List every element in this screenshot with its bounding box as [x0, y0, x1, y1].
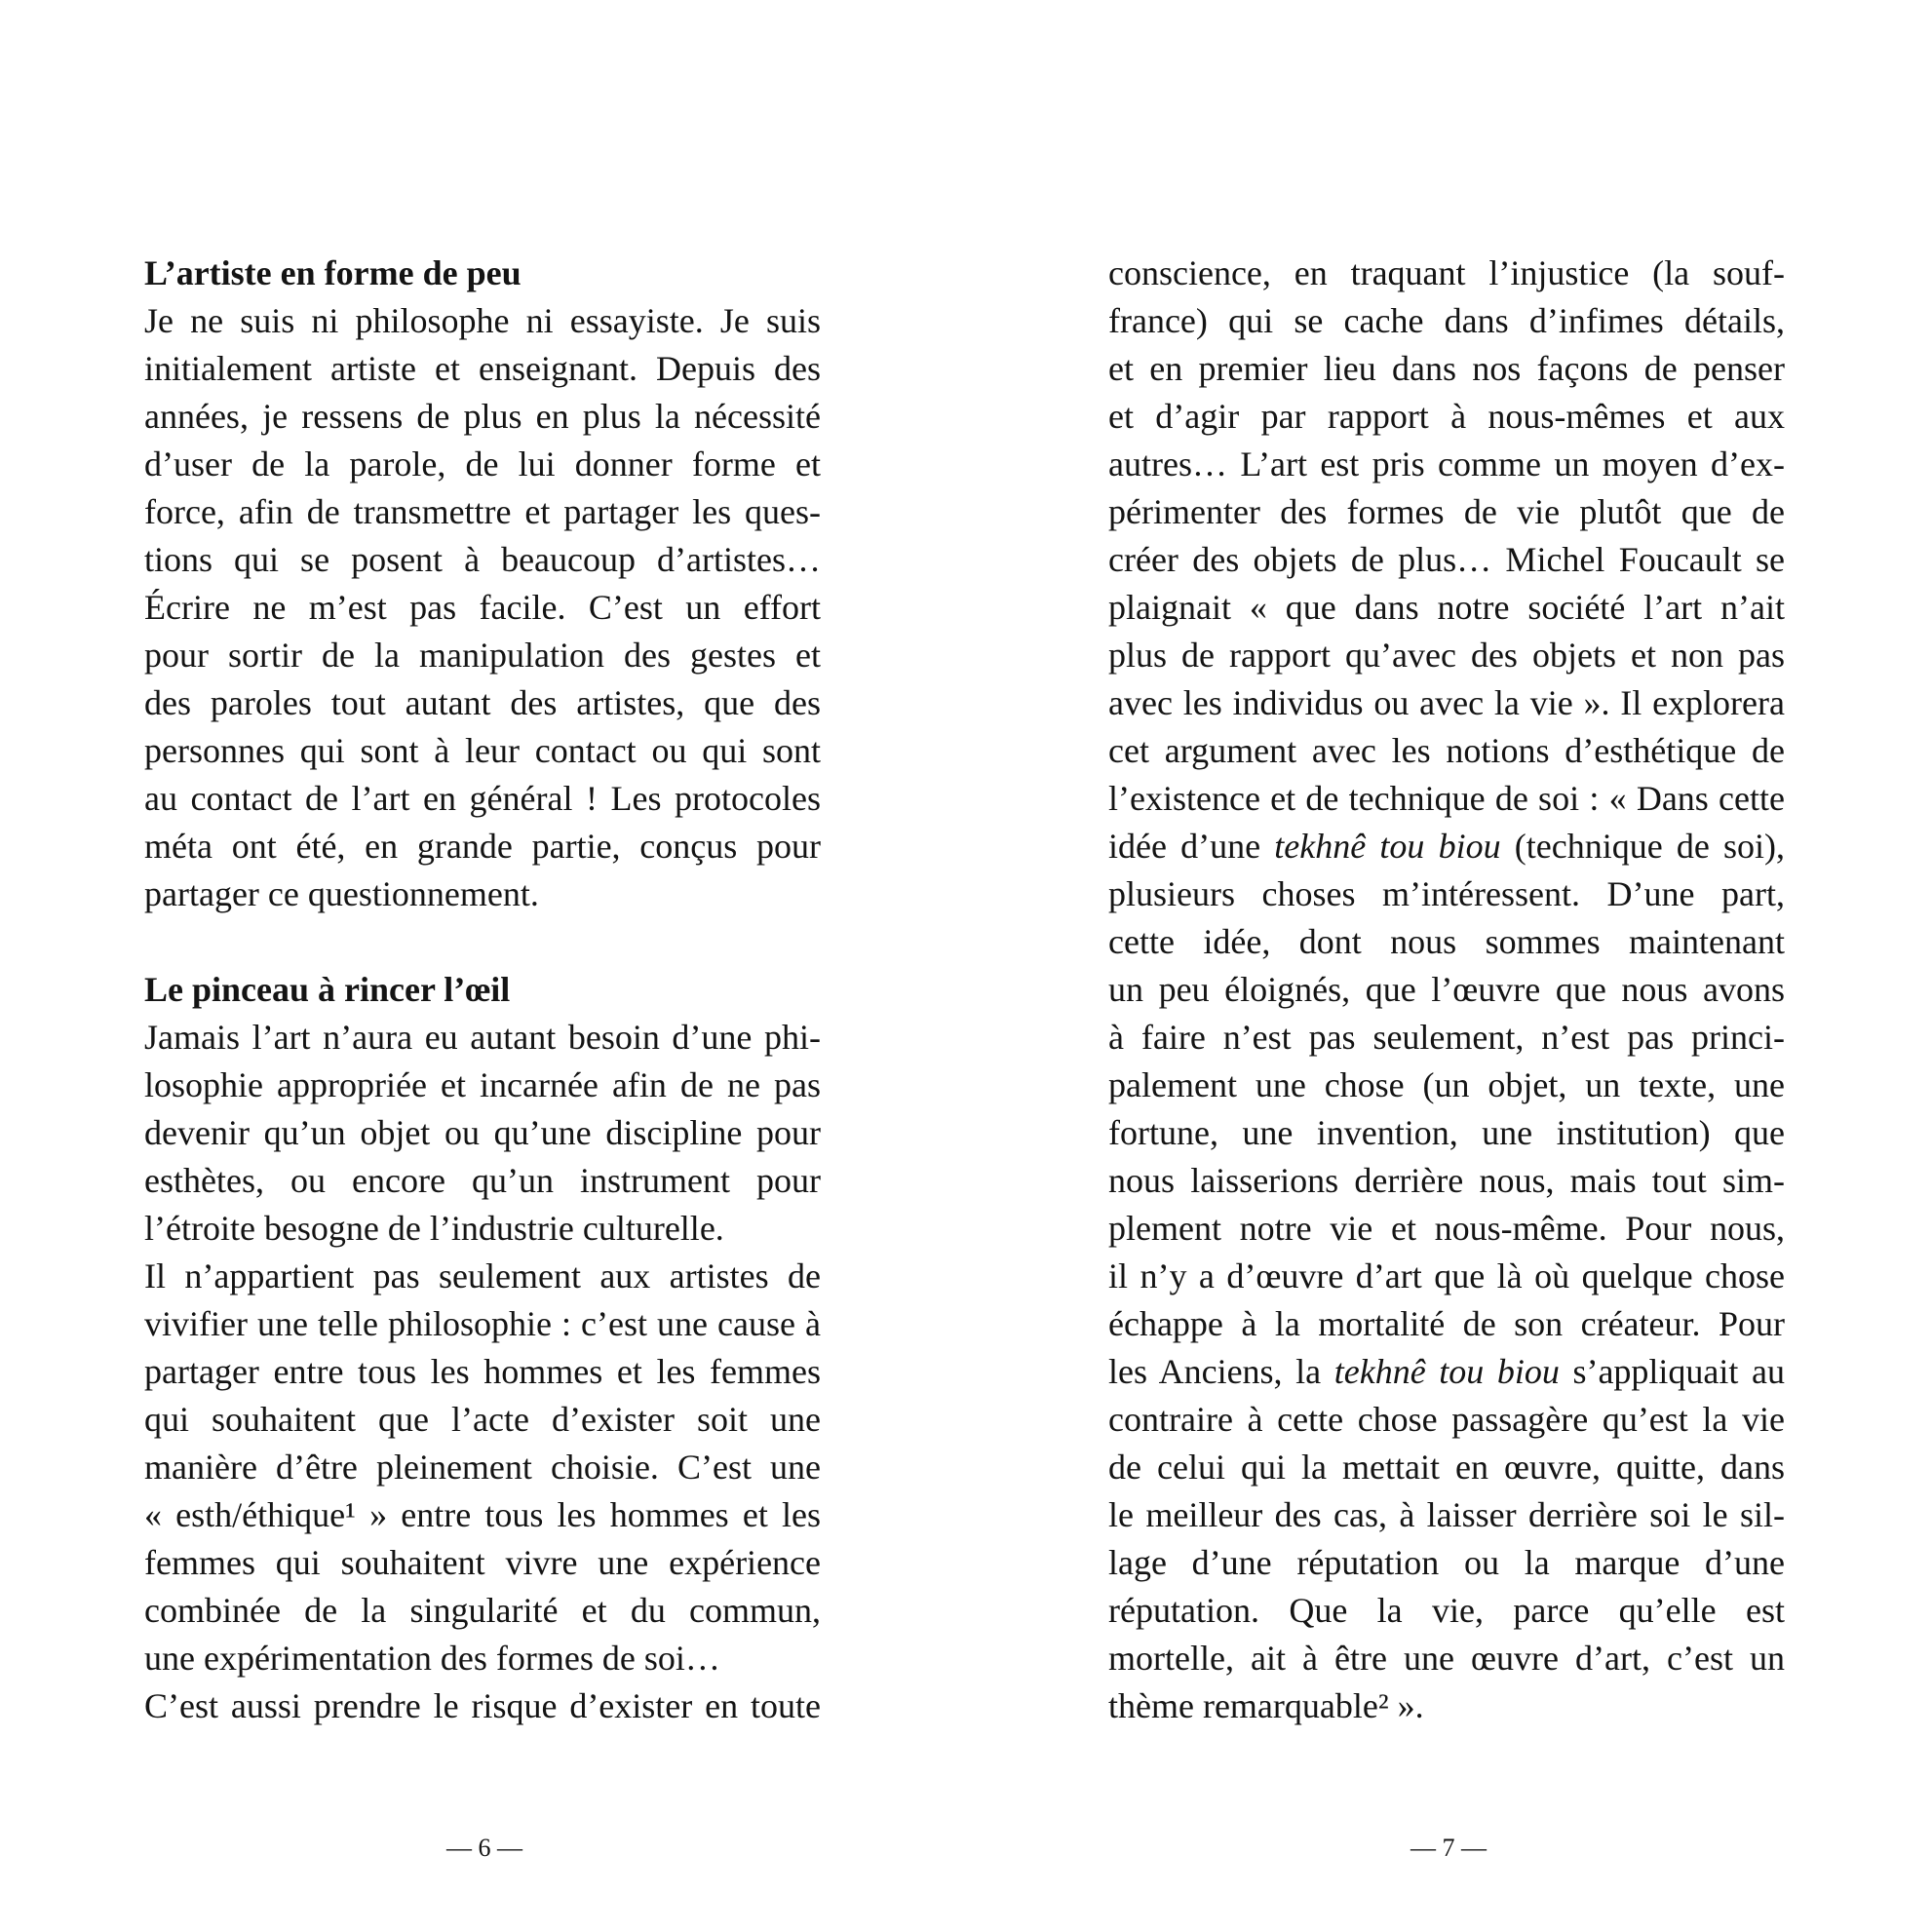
body-line: manière d’être pleinement choisie. C’est une	[144, 1448, 821, 1487]
body-line: force, afin de transmettre et partager les ques-	[144, 492, 821, 531]
body-line: un peu éloignés, que l’œuvre que nous avons	[1108, 970, 1785, 1009]
italic-phrase: tekhnê tou biou	[1274, 827, 1501, 866]
text-segment: (technique de soi),	[1500, 827, 1785, 866]
body-line: et d’agir par rapport à nous-mêmes et aux	[1108, 397, 1785, 436]
body-line: le meilleur des cas, à laisser derrière soi le sil-	[1108, 1495, 1785, 1534]
body-line: C’est aussi prendre le risque d’exister en toute	[144, 1686, 821, 1725]
body-line: il n’y a d’œuvre d’art que là où quelque chose	[1108, 1256, 1785, 1295]
body-line: d’user de la parole, de lui donner forme et	[144, 444, 821, 483]
text-segment: s’appliquait au	[1559, 1352, 1785, 1391]
italic-phrase: tekhnê tou biou	[1333, 1352, 1560, 1391]
body-line: plusieurs choses m’intéressent. D’une part,	[1108, 874, 1785, 913]
body-line: réputation. Que la vie, parce qu’elle est	[1108, 1591, 1785, 1630]
body-line: palement une chose (un objet, un texte, une	[1108, 1065, 1785, 1104]
body-line: et en premier lieu dans nos façons de penser	[1108, 349, 1785, 388]
section-heading: Le pinceau à rincer l’œil	[144, 970, 511, 1009]
text-segment: idée d’une	[1108, 827, 1275, 866]
left-page	[144, 250, 821, 1730]
body-line: Écrire ne m’est pas facile. C’est un effort	[144, 588, 821, 627]
right-page	[1108, 250, 1785, 1730]
body-line: combinée de la singularité et du commun,	[144, 1591, 821, 1630]
body-line: plus de rapport qu’avec des objets et non pas	[1108, 636, 1785, 675]
body-line: avec les individus ou avec la vie ». Il explorera	[1108, 683, 1785, 722]
body-line: plement notre vie et nous-même. Pour nous,	[1108, 1209, 1785, 1248]
body-line: l’existence et de technique de soi : « Dans cette	[1108, 779, 1785, 818]
text-segment: les Anciens, la	[1108, 1352, 1334, 1391]
body-line: échappe à la mortalité de son créateur. Pour	[1108, 1304, 1785, 1343]
body-line: contraire à cette chose passagère qu’est la vie	[1108, 1400, 1785, 1439]
body-line: conscience, en traquant l’injustice (la souf-	[1108, 253, 1785, 292]
body-line: périmenter des formes de vie plutôt que de	[1108, 492, 1785, 531]
body-line: cet argument avec les notions d’esthétique de	[1108, 731, 1785, 770]
body-line: pour sortir de la manipulation des gestes et	[144, 636, 821, 675]
body-line: qui souhaitent que l’acte d’exister soit une	[144, 1400, 821, 1439]
body-line: « esth/éthique¹ » entre tous les hommes et les	[144, 1495, 821, 1534]
body-line: partager entre tous les hommes et les femmes	[144, 1352, 821, 1391]
body-line: devenir qu’un objet ou qu’une discipline pour	[144, 1113, 821, 1152]
body-line: années, je ressens de plus en plus la nécessité	[144, 397, 821, 436]
body-line: méta ont été, en grande partie, conçus pour	[144, 827, 821, 866]
body-line: des paroles tout autant des artistes, que des	[144, 683, 821, 722]
body-line: fortune, une invention, une institution) que	[1108, 1113, 1785, 1152]
body-line: Je ne suis ni philosophe ni essayiste. Je suis	[144, 301, 821, 340]
body-line: une expérimentation des formes de soi…	[144, 1639, 720, 1678]
body-line: partager ce questionnement.	[144, 874, 539, 913]
body-line: Il n’appartient pas seulement aux artistes de	[144, 1256, 821, 1295]
body-line: initialement artiste et enseignant. Depuis des	[144, 349, 821, 388]
paragraph-gap	[144, 918, 821, 966]
page-number: — 6 —	[446, 1834, 522, 1862]
body-line: à faire n’est pas seulement, n’est pas princi-	[1108, 1018, 1785, 1057]
body-line: losophie appropriée et incarnée afin de ne pas	[144, 1065, 821, 1104]
body-line: cette idée, dont nous sommes maintenant	[1108, 922, 1785, 961]
body-line-with-italic	[1108, 1348, 1785, 1396]
body-line: créer des objets de plus… Michel Foucault se	[1108, 540, 1785, 579]
body-line: nous laisserions derrière nous, mais tout sim-	[1108, 1161, 1785, 1200]
body-line: femmes qui souhaitent vivre une expérience	[144, 1543, 821, 1582]
body-line-with-italic	[1108, 823, 1785, 870]
body-line: personnes qui sont à leur contact ou qui sont	[144, 731, 821, 770]
body-line: lage d’une réputation ou la marque d’une	[1108, 1543, 1785, 1582]
body-line: au contact de l’art en général ! Les protocoles	[144, 779, 821, 818]
body-line: thème remarquable² ».	[1108, 1686, 1424, 1725]
body-line: esthètes, ou encore qu’un instrument pour	[144, 1161, 821, 1200]
body-line: mortelle, ait à être une œuvre d’art, c’est un	[1108, 1639, 1785, 1678]
body-line: plaignait « que dans notre société l’art n’ait	[1108, 588, 1785, 627]
section-heading: L’artiste en forme de peu	[144, 253, 522, 292]
body-line: Jamais l’art n’aura eu autant besoin d’une phi-	[144, 1018, 821, 1057]
body-line: france) qui se cache dans d’infimes détails,	[1108, 301, 1785, 340]
body-line: de celui qui la mettait en œuvre, quitte, dans	[1108, 1448, 1785, 1487]
body-line: tions qui se posent à beaucoup d’artistes…	[144, 540, 821, 579]
body-line: vivifier une telle philosophie : c’est une cause à	[144, 1304, 821, 1343]
page-number: — 7 —	[1410, 1834, 1487, 1862]
body-line: l’étroite besogne de l’industrie culturelle.	[144, 1209, 724, 1248]
body-line: autres… L’art est pris comme un moyen d’ex-	[1108, 444, 1785, 483]
